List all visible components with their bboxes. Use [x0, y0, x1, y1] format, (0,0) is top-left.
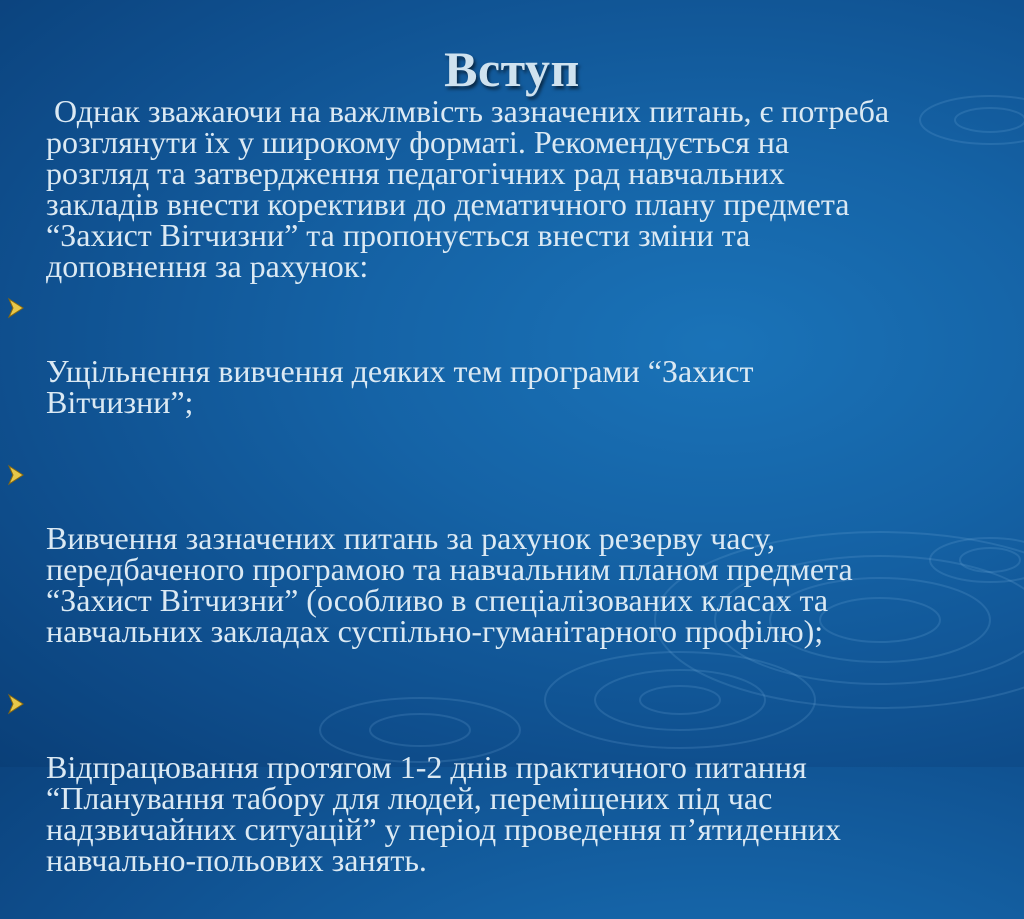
intro-paragraph: Однак зважаючи на важлмвість зазначених питань, є потреба розглянути їх у широкому форматі. Рекомендується на розгляд та затвердження педагогічних рад навчальних закладів внести корективи до дематичного плану предмета “Захист Вітчизни” та пропонується внести зміни та доповнення за рахунок: — [46, 93, 890, 284]
chevron-arrow-icon — [6, 297, 26, 319]
chevron-arrow-icon — [6, 464, 26, 486]
bullet-list — [46, 294, 1018, 907]
list-item — [46, 294, 1018, 449]
slide-body — [46, 93, 1018, 919]
bullet-text: Ущільнення вивчення деяких тем програми “Захист Вітчизни”; — [46, 353, 754, 420]
chevron-arrow-icon — [6, 693, 26, 715]
list-item — [46, 461, 1018, 678]
bullet-text: Вивчення зазначених питань за рахунок резерву часу, передбаченого програмою та навчальним планом предмета “Захист Вітчизни” (особливо в спеціалізованих класах та навчальних закладах суспільно-гуманітарного профілю); — [46, 520, 853, 649]
bullet-text: Відпрацювання протягом 1-2 днів практичного питання “Планування табору для людей, переміщених під час надзвичайних ситуацій” у період проведення п’ятиденних навчально-польових занять. — [46, 749, 841, 878]
slide-title: Вступ — [444, 40, 580, 97]
list-item — [46, 690, 1018, 907]
